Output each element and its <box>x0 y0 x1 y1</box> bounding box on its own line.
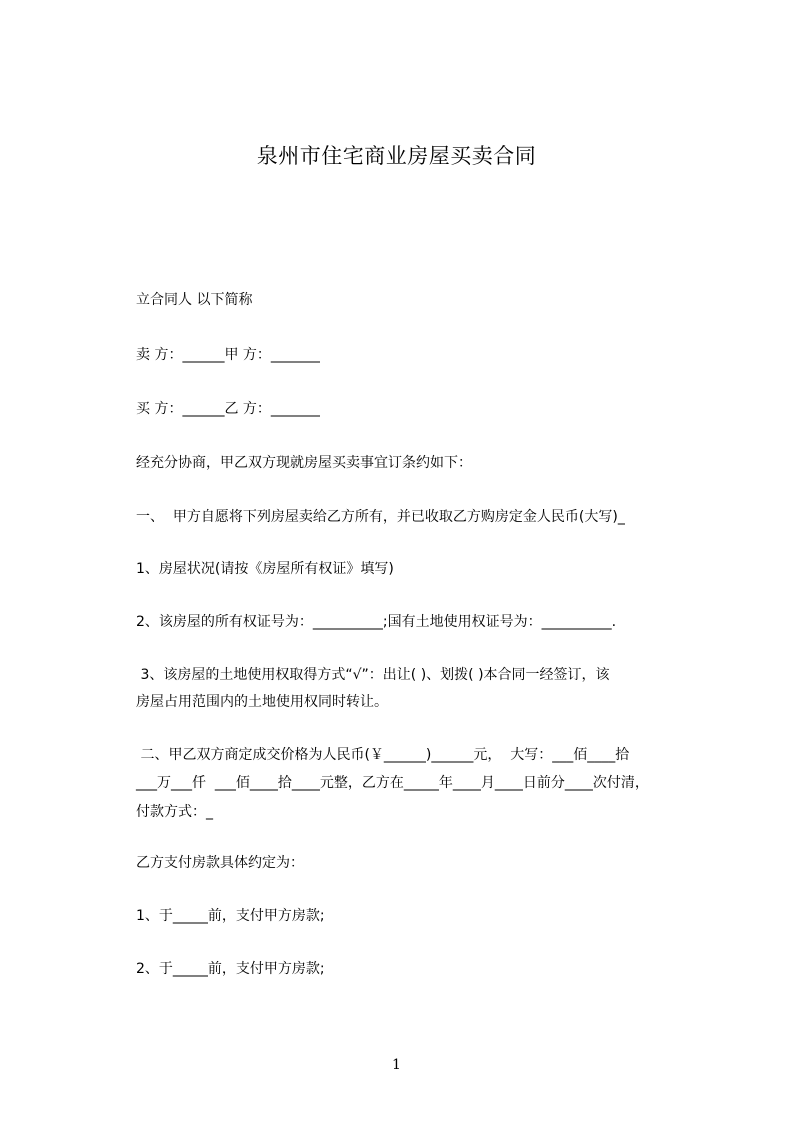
payment-method: 付款方式：_ <box>136 804 213 820</box>
negotiation-statement: 经充分协商，甲乙双方现就房屋买卖事宜订条约如下： <box>136 455 472 471</box>
payment-term-2: 2、于_____前，支付甲方房款; <box>136 961 325 977</box>
land-use-right-line-2: 房屋占用范围内的土地使用权同时转让。 <box>136 694 388 710</box>
party-intro: 立合同人 以下简称 <box>136 292 253 308</box>
seller-line: 卖 方：______甲 方：_______ <box>136 347 320 363</box>
certificate-numbers: 2、该房屋的所有权证号为：__________;国有土地使用权证号为：__________. <box>136 614 617 630</box>
buyer-line: 买 方：______乙 方：_______ <box>136 401 320 417</box>
house-status: 1、房屋状况(请按《房屋所有权证》填写) <box>136 561 394 577</box>
price-line-2: ___万___仟 ___佰____拾____元整，乙方在_____年____月____日前分____次付清， <box>136 775 649 791</box>
payment-term-1: 1、于_____前，支付甲方房款; <box>136 908 325 924</box>
clause-one: 一、 甲方自愿将下列房屋卖给乙方所有，并已收取乙方购房定金人民币(大写)_ <box>136 509 625 525</box>
price-line-1: 二、甲乙双方商定成交价格为人民币(￥______)______元， 大写：___佰____拾 <box>136 747 630 763</box>
land-use-right-line-1: 3、该房屋的土地使用权取得方式“√”：出让( )、划拨( )本合同一经签订，该 <box>136 667 610 683</box>
payment-terms-heading: 乙方支付房款具体约定为： <box>136 855 304 871</box>
document-title: 泉州市住宅商业房屋买卖合同 <box>256 144 537 168</box>
page-number: 1 <box>392 1057 401 1073</box>
